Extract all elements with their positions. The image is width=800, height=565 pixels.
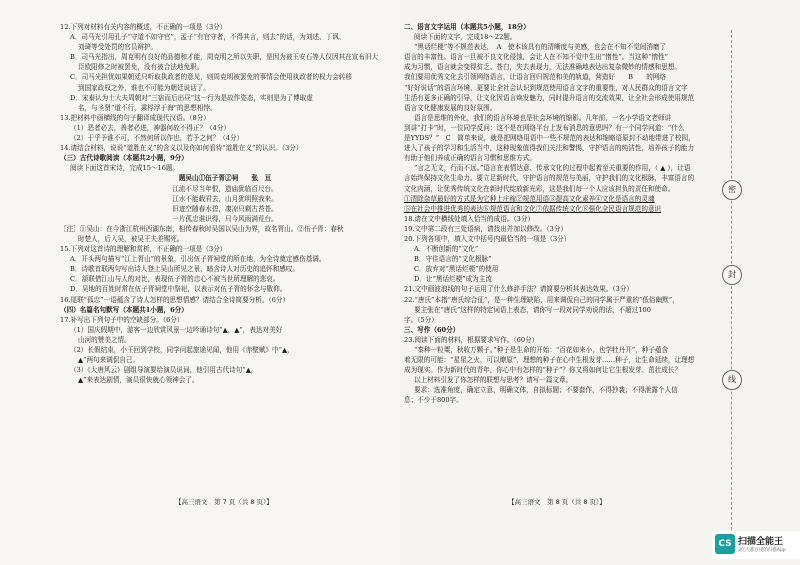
left-text-line: 江流不尽当年恨，遗庙犹临百尺台。 [172,184,278,193]
left-text-line: （四）名篇名句默写（本题共1小题，6分） [60,305,188,314]
left-text-line: ▲”两句来调侃自己。 [78,356,140,365]
right-text-line: 着无限的可能：“星星之火，可以燎原”，理想的种子在心中生根发芽……种子，让生命延续，让理想 [404,356,695,365]
right-text-line: “言之无文，行而不远。”语言在表情达意、传承文化的过程中起着至关重要的作用，（ ▲ ），让语 [414,164,691,173]
right-text-line: A．不断创新的“文化” [414,245,479,254]
watermark-subtitle: 3亿人都在用的扫描App [738,548,786,553]
left-text-line: 阅读下面这首宋诗，完成15～16题。 [70,164,180,173]
left-text-line: 12.下列对材料有关内容的概述，不正确的一项是（3分） [60,23,227,31]
right-text-line: 二、语言文字运用（本题共5小题，18分） [404,23,530,31]
left-text-line: （三）古代诗歌阅读（本题共2小题，9分） [60,154,188,163]
right-text-line: “黑话烂梗”等不规范表达， A 使本该具有的清晰度与美感，也会在不知不觉间消磨了 [414,43,667,52]
left-text-line: D．吴地的百姓时常在伍子胥祠堂中祭祀，以表示对伍子胥的怀念与敬仰。 [70,285,287,294]
right-text-line: 23.阅读下面的材料，根据要求写作。（60分） [404,335,539,344]
right-text-line: “秦种一粒粟，秋收万颗子。”种子是生命的开始：“百花如来小，也学牡丹开”，种子蕴含 [414,346,669,354]
right-text-line: 语言的丰富性。语言一旦被不良文化侵蚀，会让人在不知不觉中生出“惰性”。当这种“惰性” [404,53,669,62]
left-text-line: C．颔联借江山与人的对比，表现伍子胥的忠心不被当世所理解的悲哀。 [70,275,280,284]
right-text-line: 有助于他们养成正确的语言习惯和思维方式。 [404,154,536,163]
right-text-line: 生活有更多正确的引导，让文化因语言焕发魅力，同时提升语言的交流效果，让全社会形成使用规范 [404,93,695,102]
left-text-line: 题吴山①伍子胥②祠 张 亘 [178,174,272,183]
right-text-line: 三、写作（60分） [404,325,460,334]
right-text-line: 19.文中第二段有三处语病，请找出并加以修改。（3分） [404,224,568,233]
left-text-line: （2）于乎予谁不可，不然何所以作也，若予之何？（4分） [70,134,244,143]
left-text-line: ▲”来表达剧情，演员很快就心领神会了。 [78,376,199,385]
left-text-line: 山河的赞美之情。 [78,335,131,344]
left-text-line: 14.请结合材料，说说“道胜在义”的含义以及你如何看待“道胜在义”的认识。（3分） [60,144,303,153]
right-text-line: B．守住语言的“文化根脉” [414,255,492,264]
right-text-line: ①清除杂草最好的方式是为它种上庄稼②规范用语③提高文化素养④文化是语言的灵魂 [404,194,655,203]
left-text-line: 15.下列对这首诗的理解和赏析，不正确的一项是（3分） [60,245,227,254]
right-text-line: 进入了孩子的学习和生活当中，这种现象值得我们关注和警惕，守护语言的纯洁性，培养孩子的能力 [404,144,695,153]
right-text-line: 18.请在文中横线处填入恰当的成语。（3分） [404,214,535,223]
left-text-line: ［注］①吴山：在今浙江杭州西湖东南，相传春秋时吴国以吴山为界，故名胥山。②伍子胥：春秋 [60,224,344,233]
left-text-line: 臣欧阳修之时被罢免，没有被合法地免职。 [78,63,204,72]
binding-label-close: 封 [722,265,742,285]
right-text-line: D．让“黑话烂梗”成为主流 [414,275,492,284]
left-text-line: D．宋泰认为士大夫周朝对“三宿而后出昼”这一行为是故作姿态，实则是为了博取虚 [70,93,313,102]
left-column [60,22,390,385]
left-text-line: 江水不能载君去，山月犹明照我来。 [172,194,278,203]
left-text-line: 到国家政权之外，谁也不可能为朝廷说话了。 [78,83,210,92]
left-text-line: B．司马光指出，周克明有良好的品德和才能，周克明之所以失职，是因为被王安石等人仅因其在宣布旧大 [70,53,379,62]
watermark-title: 扫描全能王 [738,537,784,547]
binding-label-seal: 密 [722,180,742,200]
right-text-line: 言始终保持文化生命力。要立足新时代，守护语言的规范与美丽，守护我们的文化根脉，丰富语言的 [404,174,695,183]
right-text-line: 20.下列各项中，填入文中括号内最恰当的一项是（3分） [404,234,571,243]
left-text-line: A．开头两句描写“江上胥山”的景象，引出伍子胥祠堂的所在地，为全诗奠定感伤基调。 [70,255,326,264]
right-text-line: 阅读下面的文字，完成18～22题。 [414,33,517,42]
left-text-line: B．诗歌首联两句写出诗人登上吴山所见之景，暗含诗人对历史的追怀和感叹。 [70,265,300,274]
left-text-line: 17.补写出下列句子中的空缺部分。（6分） [60,315,184,324]
scanner-watermark [712,531,800,559]
left-text-line: 刘琦等受处罚的官员辩护。 [78,43,158,52]
left-text-line: （3）《大唐风云》剧组导演要给演员说词，他引用古代诗句“▲， [70,366,258,375]
binding-label-line: 线 [722,370,742,390]
left-text-line: （1）恶者必去，善者必进，神器何故不得正？（4分） [70,123,231,132]
left-text-line: 名，与圣贤“道不行，乘桴浮于海”的思想相悖。 [78,103,217,112]
right-text-line: 要主张在“唐氏”这样的特定词语上表态，请你写一段对同学劝说的话，不超过100 [414,305,651,314]
left-text-line: 13.把材料中画横线的句子翻译成现代汉语。（8分） [60,113,210,122]
right-text-line: 是YYDS？” C 简单来说，就是把网络用语中一些不规范的表达和缩略语原封不动地带进了校园， [404,134,695,143]
page-footer-right: 【高三语文 第 8 页（共 8 页）】 [508,498,606,506]
left-text-line: 时楚人，后入吴，被吴王夫差赐死。 [78,234,184,243]
right-text-line: 成为习惯，语言就会变得贫乏、苍白，失去表现力，无法准确地表达出复杂微妙的情感和思想。 [404,63,681,72]
left-text-line: 16.尾联“孤忠”一语蕴含了诗人怎样的思想情感？请结合全诗简要分析。（6分） [60,295,290,304]
right-text-line: “好好说话”的语言环境，更要让全社会认识到规范使用语言文字的重要性，对人民群众的语言文字 [404,83,688,92]
right-text-line: 我们要用优秀文化去引领网络语言，让语言回归规范和美的轨道，营造好 B 的网络 [404,73,666,82]
page-footer-left: 【高三语文 第 7 页（共 8 页）】 [175,498,273,506]
right-text-line: 文化内涵，让优秀传统文化在新时代绽放新光彩，这是我们每一个人应该担负的责任和使命。 [404,184,675,193]
right-text-line: ⑤在社会中推进优秀的表达⑥规范语言和文化⑦依据传统文化⑧强化全民语言规范的意识 [404,204,662,213]
left-text-line: 一片孤忠谁识得，只今风雨满荒台。 [172,214,278,223]
right-text-line: 息；不少于800字。 [404,396,463,405]
right-text-line: 21.文中画波浪线的句子运用了什么修辞手法？请简要分析其表达效果。（3分） [404,285,633,294]
left-text-line: A．司马光引用孔子“守道不如守官”，孟子“有官守者，不得其言，则去”的话，为刘述、丁讽、 [70,33,346,42]
right-text-line: 要求：选准角度，确定立意，明确文体，自拟标题；不要套作，不得抄袭；不得泄露个人信 [414,386,678,395]
left-text-line: 旧迹空随春水碧，凄凉只剩古苔苍。 [172,204,278,213]
right-column [404,22,716,406]
camscanner-icon: CS [715,534,735,554]
left-text-line: （1）国庆假期中，游客一边欣赏风景一边吟诵诗句“▲，▲”，表达对美好 [70,325,283,334]
right-text-line: 以上材料引发了你怎样的联想与思考？请写一篇文章。 [414,376,573,385]
left-text-line: （2）长假结束，小王回到学校，同学问起旅途见闻，他用《赤壁赋》中“▲， [70,346,294,354]
left-text-line: C．司马光担忧如果朝廷只听取执政者的意见，则周克明被罢免的事情会使用执政者的权力会转移 [70,73,352,82]
right-text-line: 22.“唐氏”本指“唐氏综合征”，是一种生理缺陷，用来调侃自己的同学属于严重的“低俗幽默”， [404,295,679,304]
right-text-line: C．放弃对“黑话烂梗”的使用 [414,265,499,274]
right-text-line: 语言文化健康发展的良好氛围。 [404,103,497,112]
right-text-line: 成为现实。作为新时代的青年，你心中有怎样的“种子”？你又将如何让它生根发芽、茁壮成长？ [404,366,682,375]
right-text-line: 到讲“打卡”时，一位同学反问：这不是在网络平台上发布消息的意思吗？有一个同学问道：“什么 [404,123,685,132]
right-text-line: 字。（5分） [404,315,438,324]
right-text-line: 语言是思维的外化，我们的语言环境也是社会环境的缩影。几年前，一名小学语文老师讲 [414,113,672,122]
